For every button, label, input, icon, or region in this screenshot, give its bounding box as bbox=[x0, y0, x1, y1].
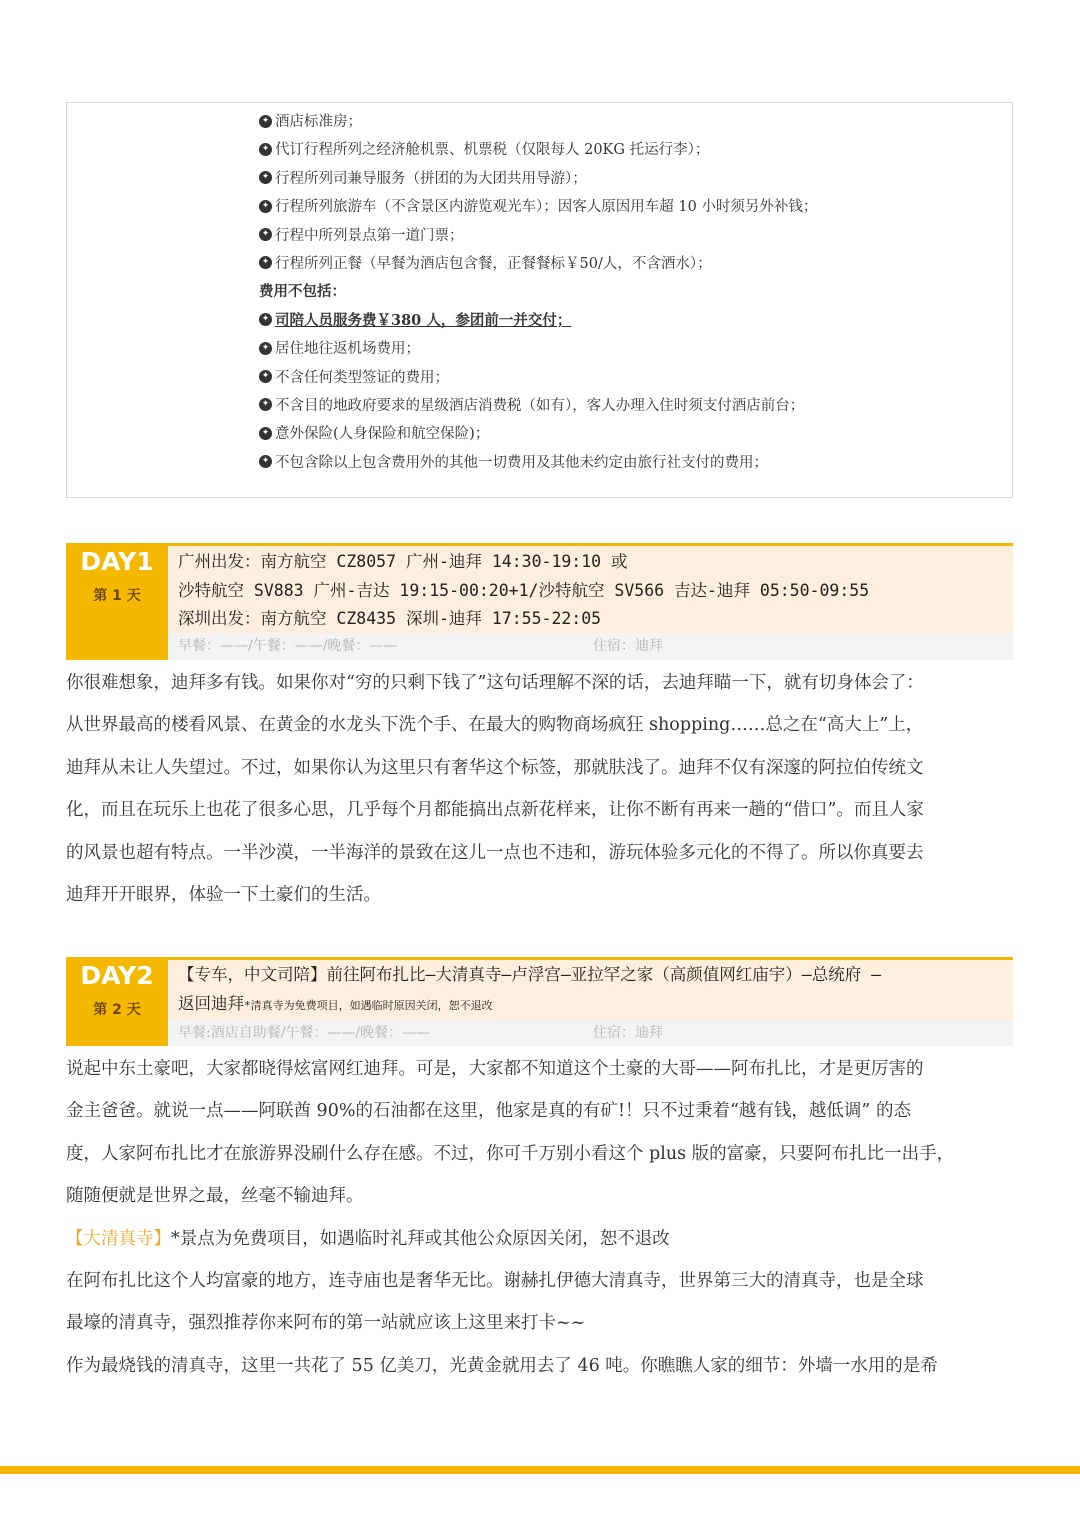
day2-paragraph: 说起中东土豪吧，大家都晓得炫富网红迪拜。可是，大家都不知道这个土豪的大哥——阿布扎比，才是更厉害的 金主爸爸。就说一点——阿联酋 90%的石油都在这里，他家是真的有矿!！只不过秉着“越有钱，越低调” 的态 度，人家阿布扎比才在旅游界没刷什么存在感。不过，你可千万别小看这个 plus 版的富豪，只要阿布扎比一出手， 随随便就是世界之最，丝毫不输迪拜。 【大清真寺】*景点为免费项目，如遇临时礼拜或其他公众原因关闭，恕不退改 在阿布扎比这个人均富豪的地方，连寺庙也是奢华无比。谢赫扎伊德大清真寺，世界第三大的清真寺，也是全球 最壕的清真寺，强烈推荐你来阿布的第一站就应该上这里来打卡~~ 作为最烧钱的清真寺，这里一共花了 55 亿美刀，光黄金就用去了 46 吨。你瞧瞧人家的细节：外墙一水用的是希 bbox=[66, 1048, 1016, 1387]
star-bullet-icon: ✦ bbox=[259, 398, 272, 411]
list-item: ✦ 行程所列正餐（早餐为酒店包含餐，正餐餐标￥50/人，不含酒水）； bbox=[259, 250, 1002, 278]
star-bullet-icon: ✦ bbox=[259, 370, 272, 383]
day1-badge bbox=[66, 543, 168, 660]
list-item: ✦ 不含任何类型签证的费用； bbox=[259, 364, 1002, 392]
list-item: ✦ 司陪人员服务费￥380 人，参团前一并交付； bbox=[259, 307, 1002, 335]
list-item: ✦ 行程所列司兼导服务（拼团的为大团共用导游）； bbox=[259, 165, 1002, 193]
mosque-heading: 【大清真寺】*景点为免费项目，如遇临时礼拜或其他公众原因关闭，恕不退改 bbox=[66, 1228, 670, 1249]
star-bullet-icon: ✦ bbox=[259, 455, 272, 468]
day1-title: 广州出发：南方航空 CZ8057 广州-迪拜 14:30-19:10 或 沙特航空 SV883 广州-吉达 19:15-00:20+1/沙特航空 SV566 吉达-迪拜 05:50-09:55 深圳出发：南方航空 CZ8435 深圳-迪拜 17:55-22:05 bbox=[168, 543, 1013, 633]
star-bullet-icon: ✦ bbox=[259, 313, 272, 326]
day2-meals: 早餐:酒店自助餐/午餐：——/晚餐：—— 住宿：迪拜 bbox=[168, 1020, 1013, 1046]
day1-header bbox=[66, 543, 1013, 660]
day1-stay: 住宿：迪拜 bbox=[593, 638, 663, 654]
footer-bar bbox=[0, 1466, 1080, 1474]
star-bullet-icon: ✦ bbox=[259, 256, 272, 269]
day2-header bbox=[66, 957, 1013, 1046]
day1-paragraph: 你很难想象，迪拜多有钱。如果你对“穷的只剩下钱了”这句话理解不深的话，去迪拜瞄一下，就有切身体会了： 从世界最高的楼看风景、在黄金的水龙头下洗个手、在最大的购物商场疯狂 shopping……总之在“高大上”上， 迪拜从未让人失望过。不过，如果你认为这里只有奢华这个标签，那就肤浅了。迪拜不仅有深邃的阿拉伯传统文 化，而且在玩乐上也花了很多心思，几乎每个月都能搞出点新花样来，让你不断有再来一趟的“借口”。而且人家 的风景也超有特点。一半沙漠，一半海洋的景致在这儿一点也不违和，游玩体验多元化的不得了。所以你真要去 迪拜开开眼界，体验一下土豪们的生活。 bbox=[66, 673, 924, 905]
list-item: ✦ 行程中所列景点第一道门票； bbox=[259, 222, 1002, 250]
day2-badge bbox=[66, 957, 168, 1046]
list-item: ✦ 酒店标准房； bbox=[259, 108, 1002, 136]
list-item: ✦ 意外保险(人身保险和航空保险)； bbox=[259, 420, 1002, 448]
star-bullet-icon: ✦ bbox=[259, 115, 272, 128]
list-item: ✦ 居住地往返机场费用； bbox=[259, 335, 1002, 363]
star-bullet-icon: ✦ bbox=[259, 342, 272, 355]
day1-meals: 早餐：——/午餐：——/晚餐：—— 住宿：迪拜 bbox=[168, 633, 1013, 660]
star-bullet-icon: ✦ bbox=[259, 228, 272, 241]
list-item: ✦ 代订行程所列之经济舱机票、机票税（仅限每人 20KG 托运行李）； bbox=[259, 136, 1002, 164]
star-bullet-icon: ✦ bbox=[259, 427, 272, 440]
day2-badge-title: DAY2 bbox=[80, 961, 154, 990]
day2-badge-label: 第 2 天 bbox=[93, 1002, 141, 1018]
day2-title: 【专车，中文司陪】前往阿布扎比—大清真寺—卢浮宫—亚拉罕之家（高颜值网红庙宇）—总统府 — 返回迪拜*清真寺为免费项目，如遇临时原因关闭，恕不退改 bbox=[168, 957, 1013, 1020]
star-bullet-icon: ✦ bbox=[259, 171, 272, 184]
star-bullet-icon: ✦ bbox=[259, 143, 272, 156]
star-bullet-icon: ✦ bbox=[259, 200, 272, 213]
list-item: ✦ 不含目的地政府要求的星级酒店消费税（如有），客人办理入住时须支付酒店前台； bbox=[259, 392, 1002, 420]
day1-badge-label: 第 1 天 bbox=[93, 588, 141, 604]
list-item: ✦ 不包含除以上包含费用外的其他一切费用及其他未约定由旅行社支付的费用； bbox=[259, 449, 1002, 477]
day1-badge-title: DAY1 bbox=[80, 547, 154, 576]
excludes-heading: 费用不包括： bbox=[259, 283, 346, 301]
fee-list bbox=[259, 108, 1002, 477]
mosque-tag: 【大清真寺】 bbox=[66, 1228, 171, 1249]
list-item: ✦ 行程所列旅游车（不含景区内游览观光车）；因客人原因用车超 10 小时须另外补钱； bbox=[259, 193, 1002, 221]
fee-box bbox=[66, 102, 1013, 498]
day2-stay: 住宿：迪拜 bbox=[593, 1025, 663, 1041]
